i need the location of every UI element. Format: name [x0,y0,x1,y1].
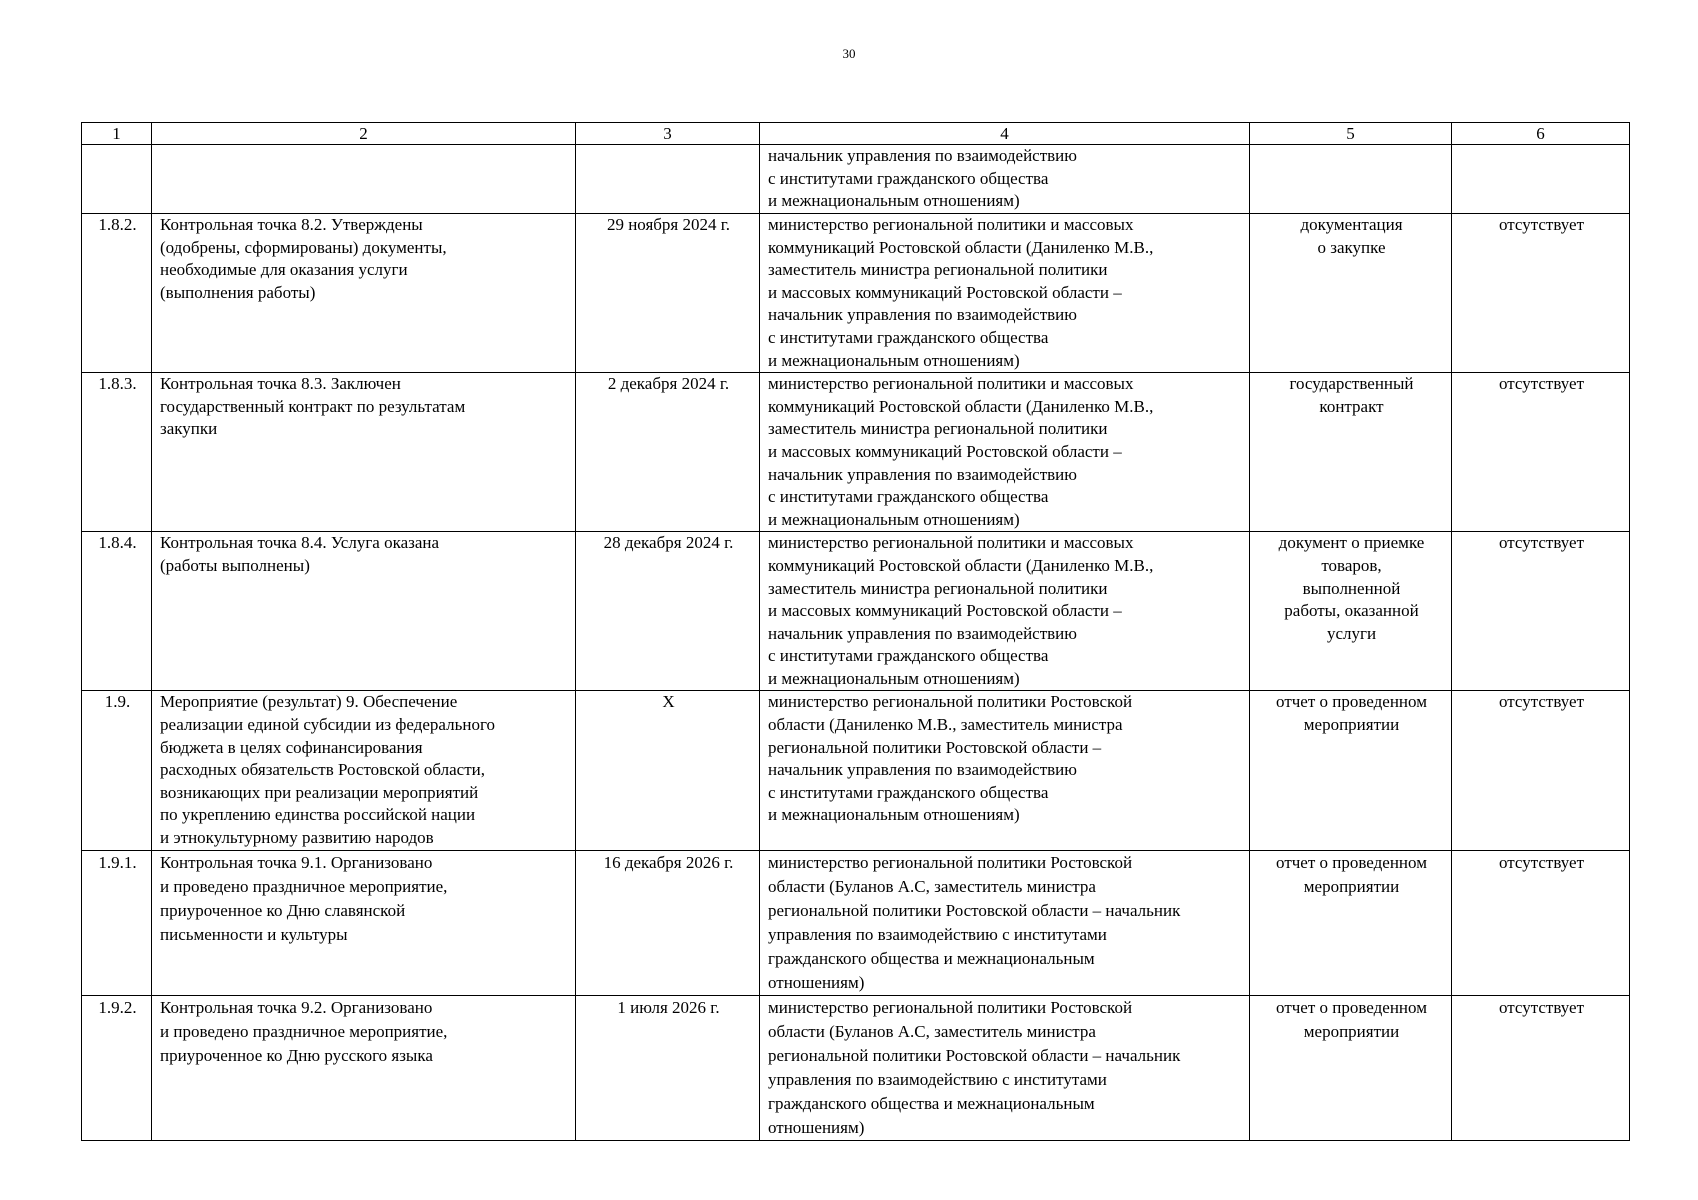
responsible-line: области (Буланов А.С, заместитель министра [768,1021,1096,1041]
document-line: о закупке [1317,237,1386,257]
responsible-line: региональной политики Ростовской области – начальник [768,900,1181,920]
responsible-line: коммуникаций Ростовской области (Даниленко М.В., [768,396,1154,416]
title-line: Контрольная точка 9.2. Организовано [160,997,433,1017]
document-line: мероприятии [1303,715,1400,735]
column-header: 2 [152,123,576,145]
responsible-line: с институтами гражданского общества [768,168,1049,188]
table-row [82,214,1630,373]
responsible-line: и массовых коммуникаций Ростовской области – [768,282,1122,302]
item-responsible [760,850,1250,995]
title-line: и этнокультурному развитию народов [160,828,434,848]
title-line: бюджета в целях софинансирования [160,737,423,757]
title-line: государственный контракт по результатам [160,396,466,416]
column-header: 6 [1452,123,1630,145]
item-title [152,214,576,373]
item-number: 1.9. [82,691,152,850]
item-date: 1 июля 2026 г. [576,995,760,1140]
title-line: по укреплению единства российской нации [160,805,476,825]
table-row [82,373,1630,532]
title-line: Контрольная точка 8.3. Заключен [160,374,401,394]
document-line: услуги [1326,623,1377,643]
item-title [152,850,576,995]
responsible-line: коммуникаций Ростовской области (Даниленко М.В., [768,555,1154,575]
document-line: мероприятии [1303,1021,1400,1041]
responsible-line: с институтами гражданского общества [768,327,1049,347]
item-title [152,145,576,214]
item-date: 2 декабря 2024 г. [576,373,760,532]
item-document [1250,691,1452,850]
document-line: отчет о проведенном [1276,997,1427,1017]
item-risk: отсутствует [1452,532,1630,691]
page-number: 30 [842,46,856,61]
document-line: товаров, [1321,555,1382,575]
responsible-line: и массовых коммуникаций Ростовской области – [768,441,1122,461]
item-number: 1.8.2. [82,214,152,373]
table-row [82,532,1630,691]
item-responsible [760,145,1250,214]
item-title [152,995,576,1140]
responsible-line: отношениям) [768,972,865,992]
responsible-line: и межнациональным отношениям) [768,668,1020,688]
column-header: 1 [82,123,152,145]
responsible-line: начальник управления по взаимодействию [768,623,1077,643]
document-line: документация [1300,215,1403,234]
table-row [82,850,1630,995]
responsible-line: и межнациональным отношениям) [768,805,1020,825]
title-line: реализации единой субсидии из федерального [160,715,496,735]
responsible-line: министерство региональной политики и массовых [768,374,1134,394]
item-date [576,145,760,214]
document-line: отчет о проведенном [1276,692,1427,712]
item-number [82,145,152,214]
header-row [82,123,1630,145]
item-document [1250,373,1452,532]
responsible-line: гражданского общества и межнациональным [768,1093,1095,1113]
item-responsible [760,532,1250,691]
item-responsible [760,373,1250,532]
control-points-table [81,122,1630,1141]
responsible-line: заместитель министра региональной политики [768,260,1108,280]
item-date: 28 декабря 2024 г. [576,532,760,691]
title-line: и проведено праздничное мероприятие, [160,1021,448,1041]
responsible-line: министерство региональной политики и массовых [768,215,1134,234]
title-line: (работы выполнены) [160,555,310,575]
item-date: 16 декабря 2026 г. [576,850,760,995]
responsible-line: начальник управления по взаимодействию [768,146,1077,165]
responsible-line: и межнациональным отношениям) [768,350,1020,370]
responsible-line: заместитель министра региональной политики [768,578,1108,598]
item-risk: отсутствует [1452,214,1630,373]
responsible-line: с институтами гражданского общества [768,487,1049,507]
item-document [1250,532,1452,691]
item-responsible [760,995,1250,1140]
title-line: (одобрены, сформированы) документы, [160,237,447,257]
table-row [82,145,1630,214]
responsible-line: и массовых коммуникаций Ростовской области – [768,601,1122,621]
column-header: 4 [760,123,1250,145]
item-number: 1.8.3. [82,373,152,532]
item-date: 29 ноября 2024 г. [576,214,760,373]
title-line: Контрольная точка 8.4. Услуга оказана [160,533,440,553]
table-row [82,691,1630,850]
responsible-line: области (Даниленко М.В., заместитель министра [768,715,1123,735]
responsible-line: области (Буланов А.С, заместитель министра [768,876,1096,896]
responsible-line: министерство региональной политики Ростовской [768,852,1133,872]
document-line: выполненной [1302,578,1401,598]
title-line: Контрольная точка 9.1. Организовано [160,852,433,872]
responsible-line: министерство региональной политики и массовых [768,533,1134,553]
responsible-line: и межнациональным отношениям) [768,509,1020,529]
responsible-line: региональной политики Ростовской области – [768,737,1102,757]
title-line: приуроченное ко Дню русского языка [160,1045,433,1065]
item-title [152,532,576,691]
responsible-line: начальник управления по взаимодействию [768,760,1077,780]
item-date: Х [576,691,760,850]
responsible-line: заместитель министра региональной политики [768,419,1108,439]
responsible-line: министерство региональной политики Ростовской [768,997,1133,1017]
item-responsible [760,691,1250,850]
responsible-line: коммуникаций Ростовской области (Даниленко М.В., [768,237,1154,257]
title-line: закупки [160,419,218,439]
responsible-line: начальник управления по взаимодействию [768,305,1077,325]
title-line: Мероприятие (результат) 9. Обеспечение [160,692,458,712]
item-responsible [760,214,1250,373]
title-line: расходных обязательств Ростовской области, [160,760,485,780]
document-line: документ о приемке [1278,533,1425,553]
responsible-line: управления по взаимодействию с институтами [768,1069,1107,1089]
item-number: 1.8.4. [82,532,152,691]
item-title [152,373,576,532]
responsible-line: региональной политики Ростовской области – начальник [768,1045,1181,1065]
document-line: мероприятии [1303,876,1400,896]
item-title [152,691,576,850]
responsible-line: и межнациональным отношениям) [768,191,1020,211]
item-document [1250,995,1452,1140]
document-line: контракт [1319,396,1384,416]
column-header: 5 [1250,123,1452,145]
item-document [1250,850,1452,995]
title-line: возникающих при реализации мероприятий [160,782,479,802]
responsible-line: гражданского общества и межнациональным [768,948,1095,968]
document-line: отчет о проведенном [1276,852,1427,872]
item-risk: отсутствует [1452,995,1630,1140]
item-number: 1.9.1. [82,850,152,995]
responsible-line: с институтами гражданского общества [768,646,1049,666]
item-risk [1452,145,1630,214]
document-line: работы, оказанной [1284,601,1419,621]
responsible-line: управления по взаимодействию с институтами [768,924,1107,944]
item-document [1250,214,1452,373]
title-line: (выполнения работы) [160,282,316,302]
document-line: государственный [1289,374,1414,394]
title-line: приуроченное ко Дню славянской [160,900,406,920]
item-risk: отсутствует [1452,691,1630,850]
responsible-line: начальник управления по взаимодействию [768,464,1077,484]
item-number: 1.9.2. [82,995,152,1140]
item-risk: отсутствует [1452,850,1630,995]
responsible-line: отношениям) [768,1117,865,1137]
table-row [82,995,1630,1140]
column-header: 3 [576,123,760,145]
title-line: Контрольная точка 8.2. Утверждены [160,215,423,234]
title-line: и проведено праздничное мероприятие, [160,876,448,896]
title-line: необходимые для оказания услуги [160,260,408,280]
responsible-line: с институтами гражданского общества [768,782,1049,802]
title-line: письменности и культуры [160,924,348,944]
responsible-line: министерство региональной политики Ростовской [768,692,1133,712]
item-document [1250,145,1452,214]
item-risk: отсутствует [1452,373,1630,532]
